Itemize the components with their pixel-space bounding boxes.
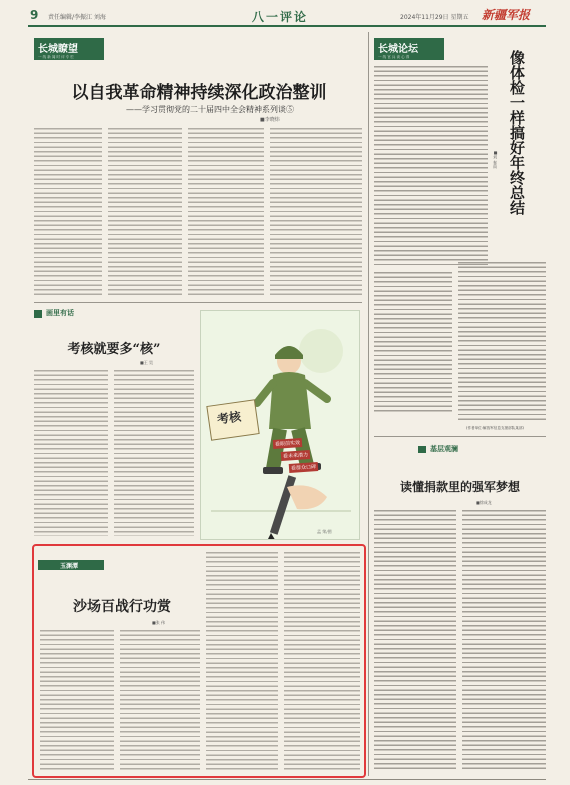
bottom-article-author: ■张 伟 [152, 620, 166, 625]
column-tag-hualiyouhua: 画里有话 [34, 308, 90, 320]
bottom-article-title: 沙场百战行功赏 [73, 599, 171, 615]
top-article-body-col4 [270, 128, 362, 296]
top-article-subtitle: ——学习贯彻党的二十届四中全会精神系列谈⑤ [126, 105, 294, 114]
grassroots-author: ■徐成龙 [476, 500, 492, 505]
paper-logo: 新疆军报 [482, 8, 531, 22]
cartoon-tag-2: 看未来潜力 [281, 450, 311, 461]
page-meta: 责任编辑/李振江 刘海 [48, 14, 106, 21]
bottom-article-body-col1 [40, 630, 114, 770]
divider-grassroots [374, 436, 546, 437]
grassroots-body-col1 [374, 510, 456, 772]
right-article-body-col2 [458, 262, 546, 422]
divider-mid [34, 302, 362, 303]
bottom-article-body-col2 [120, 630, 200, 770]
mid-article-title: 考核就要多“核” [67, 342, 161, 357]
cartoon-sign-text: 考核 [216, 409, 242, 427]
grassroots-title: 读懂捐款里的强军梦想 [399, 480, 520, 494]
cartoon-illustration [200, 310, 360, 540]
column-tag-yuyuantan: 玉渊潭 [38, 560, 104, 570]
cartoon-credit: 孟 荣/图 [317, 529, 332, 534]
top-article-body-col1 [34, 128, 102, 296]
page-bottom-rule [28, 779, 546, 780]
top-article-title: 以自我革命精神持续深化政治整训 [71, 83, 327, 103]
column-tag-luntan: 长城论坛 一 线 官 兵 谈 心 得 [374, 38, 444, 60]
page-header [0, 0, 570, 30]
right-article-author: ■刘 春雨 [493, 150, 498, 169]
divider-vertical-main [368, 32, 369, 776]
top-article-body-col2 [108, 128, 182, 296]
top-article-body-col3 [188, 128, 264, 296]
column-tag-changcheng: 长城瞭望 一 线 新 闻 时 评 专 栏 [34, 38, 104, 60]
cartoon-tag-1: 看眼前实效 [273, 438, 303, 449]
header-rule [28, 25, 546, 27]
mid-article-author: ■王 昊 [140, 360, 154, 365]
bottom-article-body-col4 [284, 552, 360, 770]
top-article-author: ■李晓炜 [260, 117, 280, 123]
section-title: 八一评论 [252, 10, 309, 24]
bottom-article-body-col3 [206, 552, 278, 770]
right-article-title: 像体检一样搞好年终总结 [508, 50, 526, 215]
grassroots-body-col2 [462, 510, 546, 772]
right-article-footer-note: (作者单位:解放军信息支援部队某部) [466, 426, 524, 430]
cartoon-tag-3: 看群众口碑 [289, 462, 319, 473]
page-number: 9 [30, 8, 39, 22]
hualiyouhua-marker [34, 310, 42, 318]
mid-article-body-col1 [34, 370, 108, 536]
jiceng-marker [418, 446, 426, 453]
mid-article-body-col2 [114, 370, 194, 536]
right-article-body-col1 [374, 272, 452, 412]
right-article-body-upper [374, 66, 488, 266]
date-line: 2024年11月29日 星期五 [400, 14, 469, 21]
column-tag-jiceng: 基层观澜 [418, 444, 480, 455]
